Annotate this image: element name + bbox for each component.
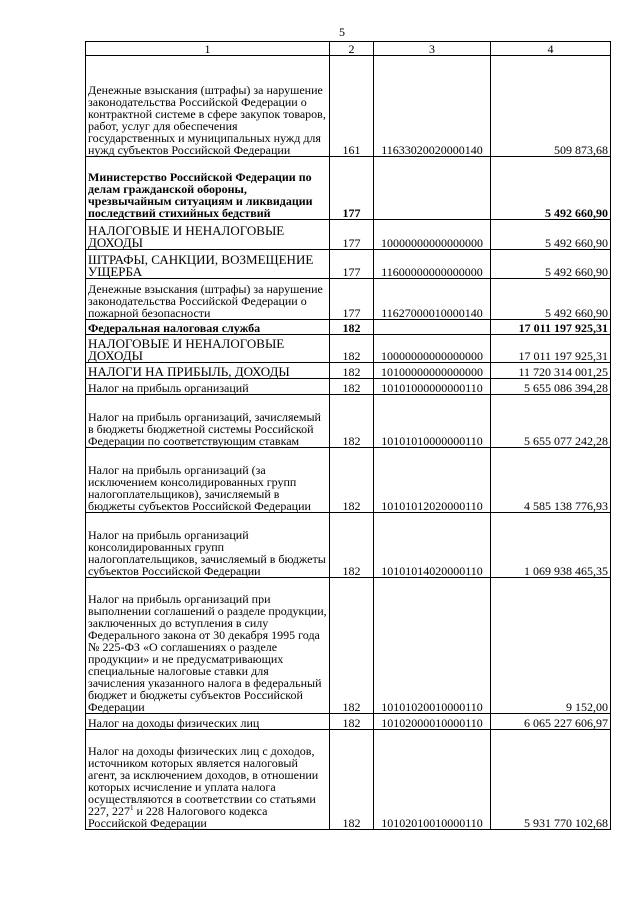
row-kbk-code: 10101014020000110 [374,513,491,578]
row-admin-code: 177 [330,250,374,279]
row-amount: 5 492 660,90 [491,220,611,250]
row-amount: 4 585 138 776,93 [491,448,611,513]
row-kbk-code: 10101012020000110 [374,448,491,513]
row-admin-code: 182 [330,714,374,730]
row-amount: 5 655 077 242,28 [491,395,611,448]
table-row [86,157,611,220]
table-row [86,448,611,513]
table-header-row [86,42,611,56]
row-name-text-tail: и 228 Налогового кодекса Российской Федерации [88,804,268,830]
row-amount: 6 065 227 606,97 [491,714,611,730]
column-header-4: 4 [491,42,611,56]
row-kbk-code: 10102010010000110 [374,730,491,830]
row-name: НАЛОГИ НА ПРИБЫЛЬ, ДОХОДЫ [86,363,330,379]
table-row [86,395,611,448]
row-name: НАЛОГОВЫЕ И НЕНАЛОГОВЫЕ ДОХОДЫ [86,220,330,250]
table-row [86,220,611,250]
row-name: Налог на прибыль организаций [86,379,330,395]
table-row [86,513,611,578]
page-number: 5 [339,25,345,39]
row-amount: 17 011 197 925,31 [491,335,611,363]
row-amount: 5 492 660,90 [491,157,611,220]
row-admin-code: 182 [330,320,374,335]
row-name: Федеральная налоговая служба [86,320,330,335]
row-kbk-code [374,157,491,220]
table-row [86,730,611,830]
row-name: Денежные взыскания (штрафы) за нарушение законодательства Российской Федерации о контрактной системе в сфере закупок товаров, работ, услуг для обеспечения государственных и муниципальных нужд для нужд субъектов Российской Федерации [86,56,330,157]
row-kbk-code: 10101010000000110 [374,395,491,448]
row-name: Налог на прибыль организаций (за исключением консолидированных групп налогоплательщиков), зачисляемый в бюджеты субъектов Российской Федерации [86,448,330,513]
row-admin-code: 182 [330,395,374,448]
table-row [86,379,611,395]
row-admin-code: 182 [330,578,374,714]
row-admin-code: 182 [330,379,374,395]
row-admin-code: 182 [330,363,374,379]
row-name: Денежные взыскания (штрафы) за нарушение законодательства Российской Федерации о пожарной безопасности [86,279,330,320]
row-name [86,730,330,830]
column-header-3: 3 [374,42,491,56]
row-kbk-code [374,320,491,335]
table-row [86,320,611,335]
row-admin-code: 177 [330,220,374,250]
row-name: ШТРАФЫ, САНКЦИИ, ВОЗМЕЩЕНИЕ УЩЕРБА [86,250,330,279]
row-name: Налог на прибыль организаций консолидированных групп налогоплательщиков, зачисляемый в бюджеты субъектов Российской Федерации [86,513,330,578]
table-row [86,279,611,320]
row-admin-code: 182 [330,448,374,513]
table-row [86,578,611,714]
row-amount: 9 152,00 [491,578,611,714]
row-kbk-code: 10101000000000110 [374,379,491,395]
row-amount: 5 655 086 394,28 [491,379,611,395]
row-name: Министерство Российской Федерации по делам гражданской обороны, чрезвычайным ситуациям и ликвидации последствий стихийных бедствий [86,157,330,220]
row-name-text: Налог на доходы физических лиц с доходов, источником которых является налоговый агент, за исключением доходов, в отношении которых исчисление и уплата налога осуществляются в соответствии со статьями 227, 227 [88,744,319,818]
row-kbk-code: 10100000000000000 [374,363,491,379]
table-row [86,363,611,379]
row-name: Налог на прибыль организаций, зачисляемый в бюджеты бюджетной системы Российской Федерации по соответствующим ставкам [86,395,330,448]
table-row [86,250,611,279]
table-row [86,335,611,363]
row-admin-code: 182 [330,513,374,578]
row-kbk-code: 11633020020000140 [374,56,491,157]
revenue-table [85,41,611,830]
row-amount: 509 873,68 [491,56,611,157]
row-amount: 11 720 314 001,25 [491,363,611,379]
row-kbk-code: 10101020010000110 [374,578,491,714]
column-header-2: 2 [330,42,374,56]
row-admin-code: 161 [330,56,374,157]
row-amount: 5 492 660,90 [491,250,611,279]
table-row [86,714,611,730]
footnote-superscript: 1 [130,804,134,812]
row-kbk-code: 11600000000000000 [374,250,491,279]
row-kbk-code: 10102000010000110 [374,714,491,730]
row-admin-code: 182 [330,335,374,363]
row-admin-code: 177 [330,279,374,320]
row-name: Налог на прибыль организаций при выполнении соглашений о разделе продукции, заключенных до вступления в силу Федерального закона от 30 декабря 1995 года № 225-ФЗ «О соглашениях о разделе продукции» и не предусматривающих специальные налоговые ставки для зачисления указанного налога в федеральный бюджет и бюджеты субъектов Российской Федерации [86,578,330,714]
row-amount: 5 492 660,90 [491,279,611,320]
table-row [86,56,611,157]
row-name: НАЛОГОВЫЕ И НЕНАЛОГОВЫЕ ДОХОДЫ [86,335,330,363]
row-kbk-code: 10000000000000000 [374,335,491,363]
row-amount: 5 931 770 102,68 [491,730,611,830]
column-header-1: 1 [86,42,330,56]
row-amount: 1 069 938 465,35 [491,513,611,578]
row-name: Налог на доходы физических лиц [86,714,330,730]
row-kbk-code: 10000000000000000 [374,220,491,250]
row-amount: 17 011 197 925,31 [491,320,611,335]
row-admin-code: 182 [330,730,374,830]
row-kbk-code: 11627000010000140 [374,279,491,320]
row-admin-code: 177 [330,157,374,220]
